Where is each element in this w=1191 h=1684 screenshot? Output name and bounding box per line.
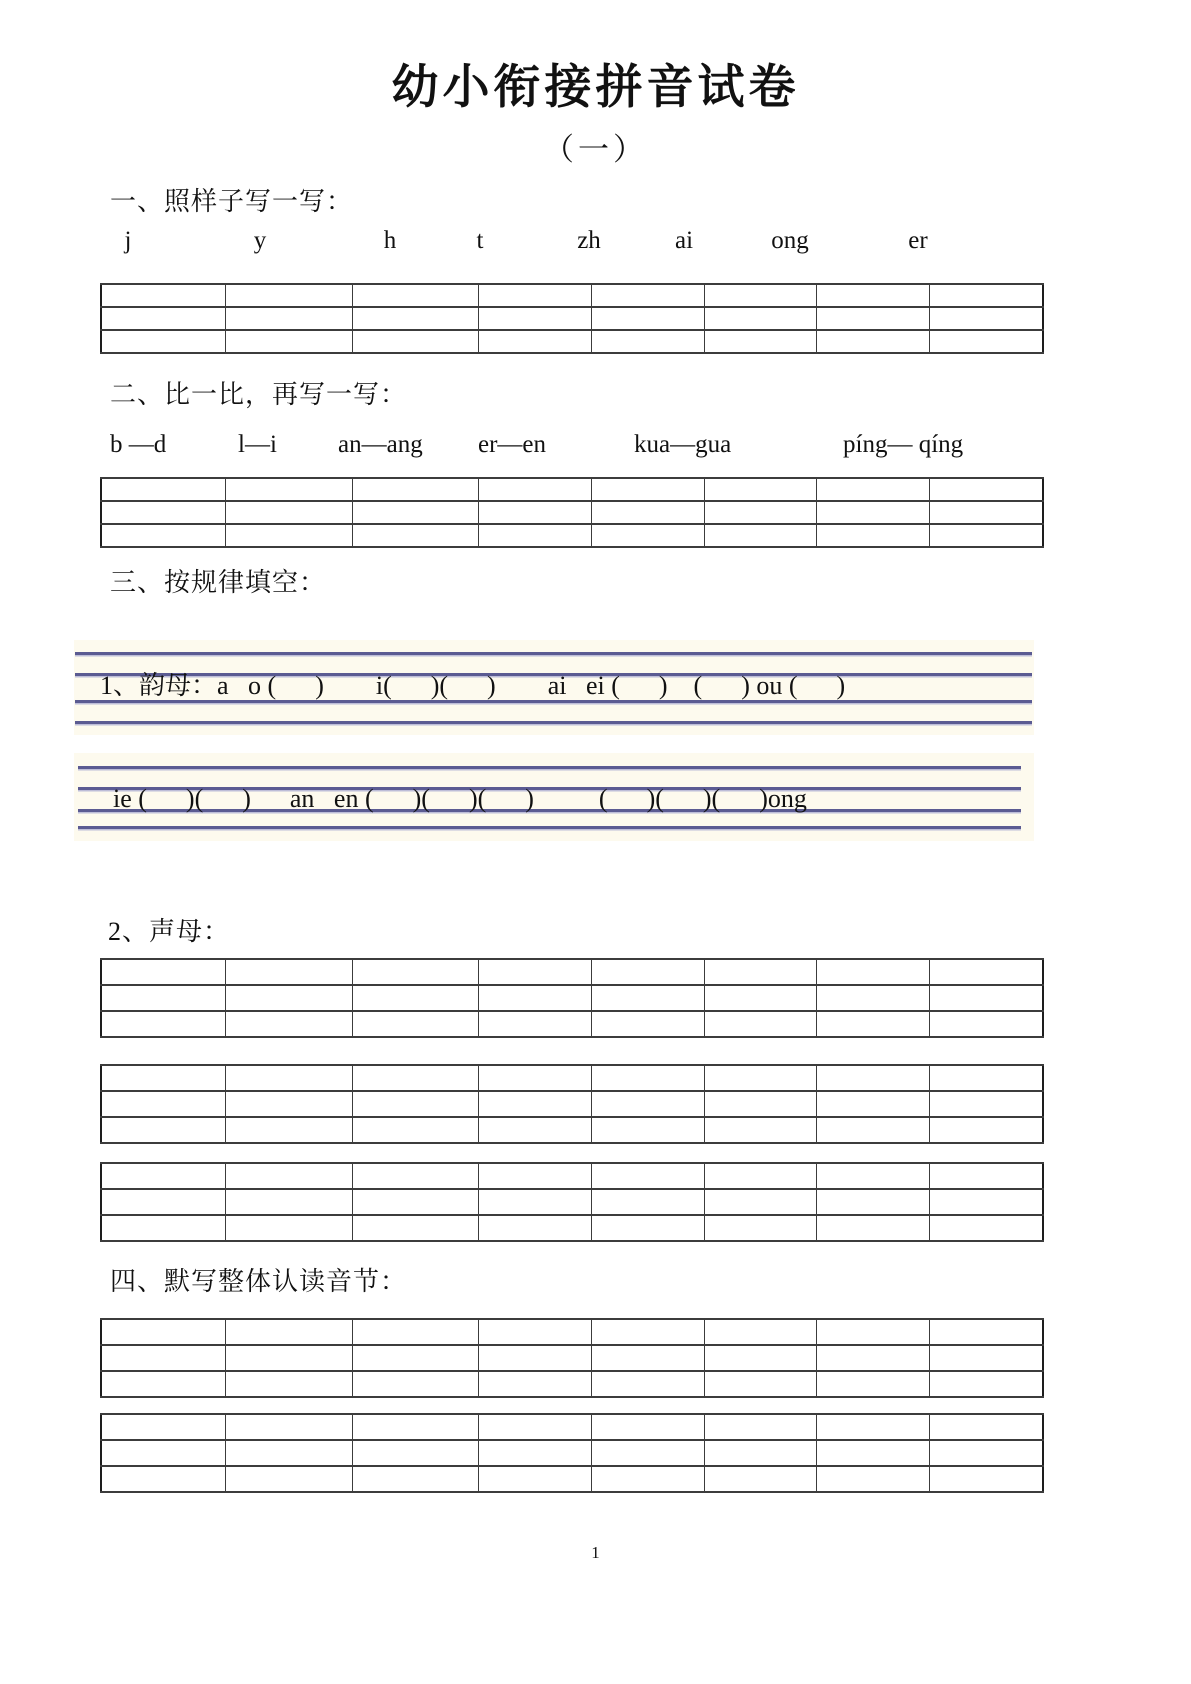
example-letter: t	[476, 227, 484, 254]
table-cell	[817, 1319, 930, 1345]
table-cell	[817, 1414, 930, 1440]
table-cell	[226, 1065, 353, 1091]
table-cell	[479, 1319, 592, 1345]
table-cell	[479, 1091, 592, 1117]
comparison-pair: kua—gua	[634, 431, 732, 458]
table-cell	[353, 1371, 479, 1397]
table-cell	[817, 959, 930, 985]
table-cell	[817, 284, 930, 307]
table-cell	[817, 1440, 930, 1466]
table-cell	[101, 1091, 226, 1117]
table-cell	[592, 1011, 705, 1037]
table-cell	[817, 478, 930, 501]
table-cell	[226, 959, 353, 985]
table-cell	[705, 1466, 817, 1492]
table-cell	[101, 959, 226, 985]
table-cell	[101, 1371, 226, 1397]
vowels-fill-line: 1、韵母：a o ( ) i( )( ) ai ei ( ) ( ) ou ( )	[100, 671, 846, 700]
table-cell	[592, 478, 705, 501]
table-cell	[705, 1011, 817, 1037]
table-cell	[226, 524, 353, 547]
section-1-heading: 一、照样子写一写：	[110, 187, 354, 216]
table-cell	[479, 330, 592, 353]
table-cell	[479, 1011, 592, 1037]
table-cell	[101, 307, 226, 330]
table-cell	[226, 1011, 353, 1037]
table-cell	[353, 1117, 479, 1143]
section-4-heading: 四、默写整体认读音节：	[110, 1267, 408, 1296]
table-cell	[226, 1091, 353, 1117]
table-cell	[705, 1319, 817, 1345]
table-cell	[592, 1466, 705, 1492]
table-cell	[226, 478, 353, 501]
table-cell	[479, 1345, 592, 1371]
table-cell	[353, 1065, 479, 1091]
page-subtitle: （一）	[543, 132, 648, 167]
comparison-pair: an—ang	[338, 431, 423, 458]
table-cell	[353, 1319, 479, 1345]
table-cell	[101, 985, 226, 1011]
page-number: 1	[591, 1543, 600, 1562]
table-cell	[353, 307, 479, 330]
table-cell	[479, 1414, 592, 1440]
table-cell	[592, 1065, 705, 1091]
comparison-pair: b —d	[110, 431, 167, 458]
section-3-heading: 三、按规律填空：	[110, 568, 327, 597]
table-cell	[592, 1163, 705, 1189]
example-letter: h	[383, 227, 397, 254]
table-cell	[817, 1117, 930, 1143]
table-cell	[817, 1091, 930, 1117]
table-cell	[226, 1440, 353, 1466]
table-cell	[353, 478, 479, 501]
syllables-writing-table	[100, 1413, 1044, 1493]
table-cell	[705, 1440, 817, 1466]
table-cell	[592, 1091, 705, 1117]
table-cell	[226, 307, 353, 330]
table-cell	[592, 1117, 705, 1143]
table-cell	[101, 330, 226, 353]
table-cell	[101, 501, 226, 524]
table-cell	[101, 1414, 226, 1440]
table-cell	[592, 1215, 705, 1241]
table-cell	[817, 1345, 930, 1371]
comparison-pair: píng— qíng	[843, 431, 964, 458]
table-cell	[479, 985, 592, 1011]
table-cell	[705, 307, 817, 330]
table-cell	[930, 1371, 1044, 1397]
table-cell	[817, 1065, 930, 1091]
example-letter: er	[908, 227, 928, 254]
table-cell	[930, 959, 1044, 985]
table-cell	[705, 478, 817, 501]
table-cell	[479, 501, 592, 524]
table-cell	[705, 501, 817, 524]
table-cell	[479, 284, 592, 307]
table-cell	[930, 1215, 1044, 1241]
syllables-writing-table	[100, 1318, 1044, 1398]
table-cell	[592, 1440, 705, 1466]
pinyin-ruled-line	[75, 700, 1032, 703]
table-cell	[479, 1189, 592, 1215]
table-cell	[930, 284, 1044, 307]
table-cell	[353, 1440, 479, 1466]
table-cell	[592, 307, 705, 330]
example-letter: ong	[771, 227, 809, 254]
consonants-heading: 2、声母：	[108, 917, 231, 946]
table-cell	[101, 1011, 226, 1037]
table-cell	[592, 1345, 705, 1371]
table-cell	[705, 985, 817, 1011]
table-cell	[353, 1414, 479, 1440]
table-cell	[705, 284, 817, 307]
example-letter: zh	[577, 227, 601, 254]
table-cell	[353, 985, 479, 1011]
example-letter: ai	[674, 227, 694, 254]
table-cell	[479, 1466, 592, 1492]
comparison-pair: er—en	[478, 431, 547, 458]
table-cell	[101, 1440, 226, 1466]
table-cell	[101, 478, 226, 501]
table-cell	[592, 959, 705, 985]
table-cell	[226, 1371, 353, 1397]
table-cell	[353, 959, 479, 985]
table-cell	[101, 1189, 226, 1215]
table-cell	[101, 1163, 226, 1189]
table-cell	[930, 1189, 1044, 1215]
table-cell	[353, 1345, 479, 1371]
table-cell	[930, 1011, 1044, 1037]
table-cell	[226, 1215, 353, 1241]
table-cell	[353, 284, 479, 307]
table-cell	[479, 524, 592, 547]
table-cell	[479, 1215, 592, 1241]
initials-writing-table	[100, 958, 1044, 1038]
table-cell	[226, 330, 353, 353]
table-cell	[226, 284, 353, 307]
table-cell	[705, 1189, 817, 1215]
table-cell	[353, 524, 479, 547]
table-cell	[592, 501, 705, 524]
table-cell	[479, 1371, 592, 1397]
table-cell	[353, 1189, 479, 1215]
table-cell	[817, 330, 930, 353]
table-cell	[930, 1466, 1044, 1492]
table-cell	[592, 1414, 705, 1440]
table-cell	[817, 1466, 930, 1492]
table-cell	[226, 1414, 353, 1440]
table-cell	[930, 524, 1044, 547]
table-cell	[353, 1163, 479, 1189]
table-cell	[592, 1189, 705, 1215]
table-cell	[930, 1345, 1044, 1371]
table-cell	[479, 959, 592, 985]
table-cell	[930, 478, 1044, 501]
table-cell	[479, 1440, 592, 1466]
table-cell	[226, 1466, 353, 1492]
table-cell	[705, 1163, 817, 1189]
table-cell	[226, 1319, 353, 1345]
table-cell	[479, 307, 592, 330]
compare-writing-table	[100, 477, 1044, 548]
table-cell	[930, 985, 1044, 1011]
example-letter: y	[253, 227, 267, 254]
table-cell	[101, 1117, 226, 1143]
table-cell	[817, 1215, 930, 1241]
table-cell	[353, 1215, 479, 1241]
table-cell	[353, 1091, 479, 1117]
table-cell	[930, 330, 1044, 353]
table-cell	[101, 1215, 226, 1241]
table-cell	[930, 1117, 1044, 1143]
table-cell	[479, 1065, 592, 1091]
table-cell	[226, 1117, 353, 1143]
table-cell	[101, 1345, 226, 1371]
table-cell	[705, 1371, 817, 1397]
vowels-fill-line: ie ( )( ) an en ( )( )( ) ( )( )( )ong	[113, 784, 807, 813]
table-cell	[705, 1345, 817, 1371]
table-cell	[705, 330, 817, 353]
table-cell	[817, 1011, 930, 1037]
table-cell	[479, 478, 592, 501]
table-cell	[705, 1117, 817, 1143]
table-cell	[479, 1117, 592, 1143]
table-cell	[705, 1215, 817, 1241]
table-cell	[353, 330, 479, 353]
copy-writing-table	[100, 283, 1044, 354]
table-cell	[930, 1440, 1044, 1466]
table-cell	[101, 524, 226, 547]
table-cell	[930, 1091, 1044, 1117]
comparison-pair: l—i	[238, 431, 277, 458]
table-cell	[101, 1065, 226, 1091]
table-cell	[101, 1319, 226, 1345]
table-cell	[930, 1319, 1044, 1345]
table-cell	[705, 1414, 817, 1440]
table-cell	[226, 1345, 353, 1371]
table-cell	[226, 985, 353, 1011]
table-cell	[353, 501, 479, 524]
initials-writing-table	[100, 1162, 1044, 1242]
table-cell	[930, 501, 1044, 524]
table-cell	[101, 1466, 226, 1492]
initials-writing-table	[100, 1064, 1044, 1144]
table-cell	[353, 1011, 479, 1037]
section-2-heading: 二、比一比，再写一写：	[110, 380, 408, 409]
example-letter: j	[124, 227, 132, 254]
pinyin-ruled-line	[78, 766, 1021, 769]
table-cell	[817, 524, 930, 547]
page-title: 幼小衔接拼音试卷	[391, 62, 800, 114]
table-cell	[817, 1163, 930, 1189]
table-cell	[817, 985, 930, 1011]
table-cell	[479, 1163, 592, 1189]
table-cell	[101, 284, 226, 307]
table-cell	[930, 1163, 1044, 1189]
table-cell	[705, 959, 817, 985]
table-cell	[592, 524, 705, 547]
table-cell	[226, 1189, 353, 1215]
table-cell	[930, 307, 1044, 330]
table-cell	[817, 1189, 930, 1215]
pinyin-ruled-line	[75, 721, 1032, 724]
table-cell	[592, 1371, 705, 1397]
table-cell	[592, 985, 705, 1011]
pinyin-ruled-line	[75, 652, 1032, 655]
table-cell	[226, 1163, 353, 1189]
table-cell	[592, 330, 705, 353]
table-cell	[817, 501, 930, 524]
table-cell	[353, 1466, 479, 1492]
pinyin-ruled-line	[78, 826, 1021, 829]
table-cell	[930, 1414, 1044, 1440]
table-cell	[817, 307, 930, 330]
table-cell	[817, 1371, 930, 1397]
table-cell	[705, 524, 817, 547]
table-cell	[705, 1065, 817, 1091]
table-cell	[930, 1065, 1044, 1091]
table-cell	[226, 501, 353, 524]
table-cell	[592, 284, 705, 307]
table-cell	[592, 1319, 705, 1345]
table-cell	[705, 1091, 817, 1117]
